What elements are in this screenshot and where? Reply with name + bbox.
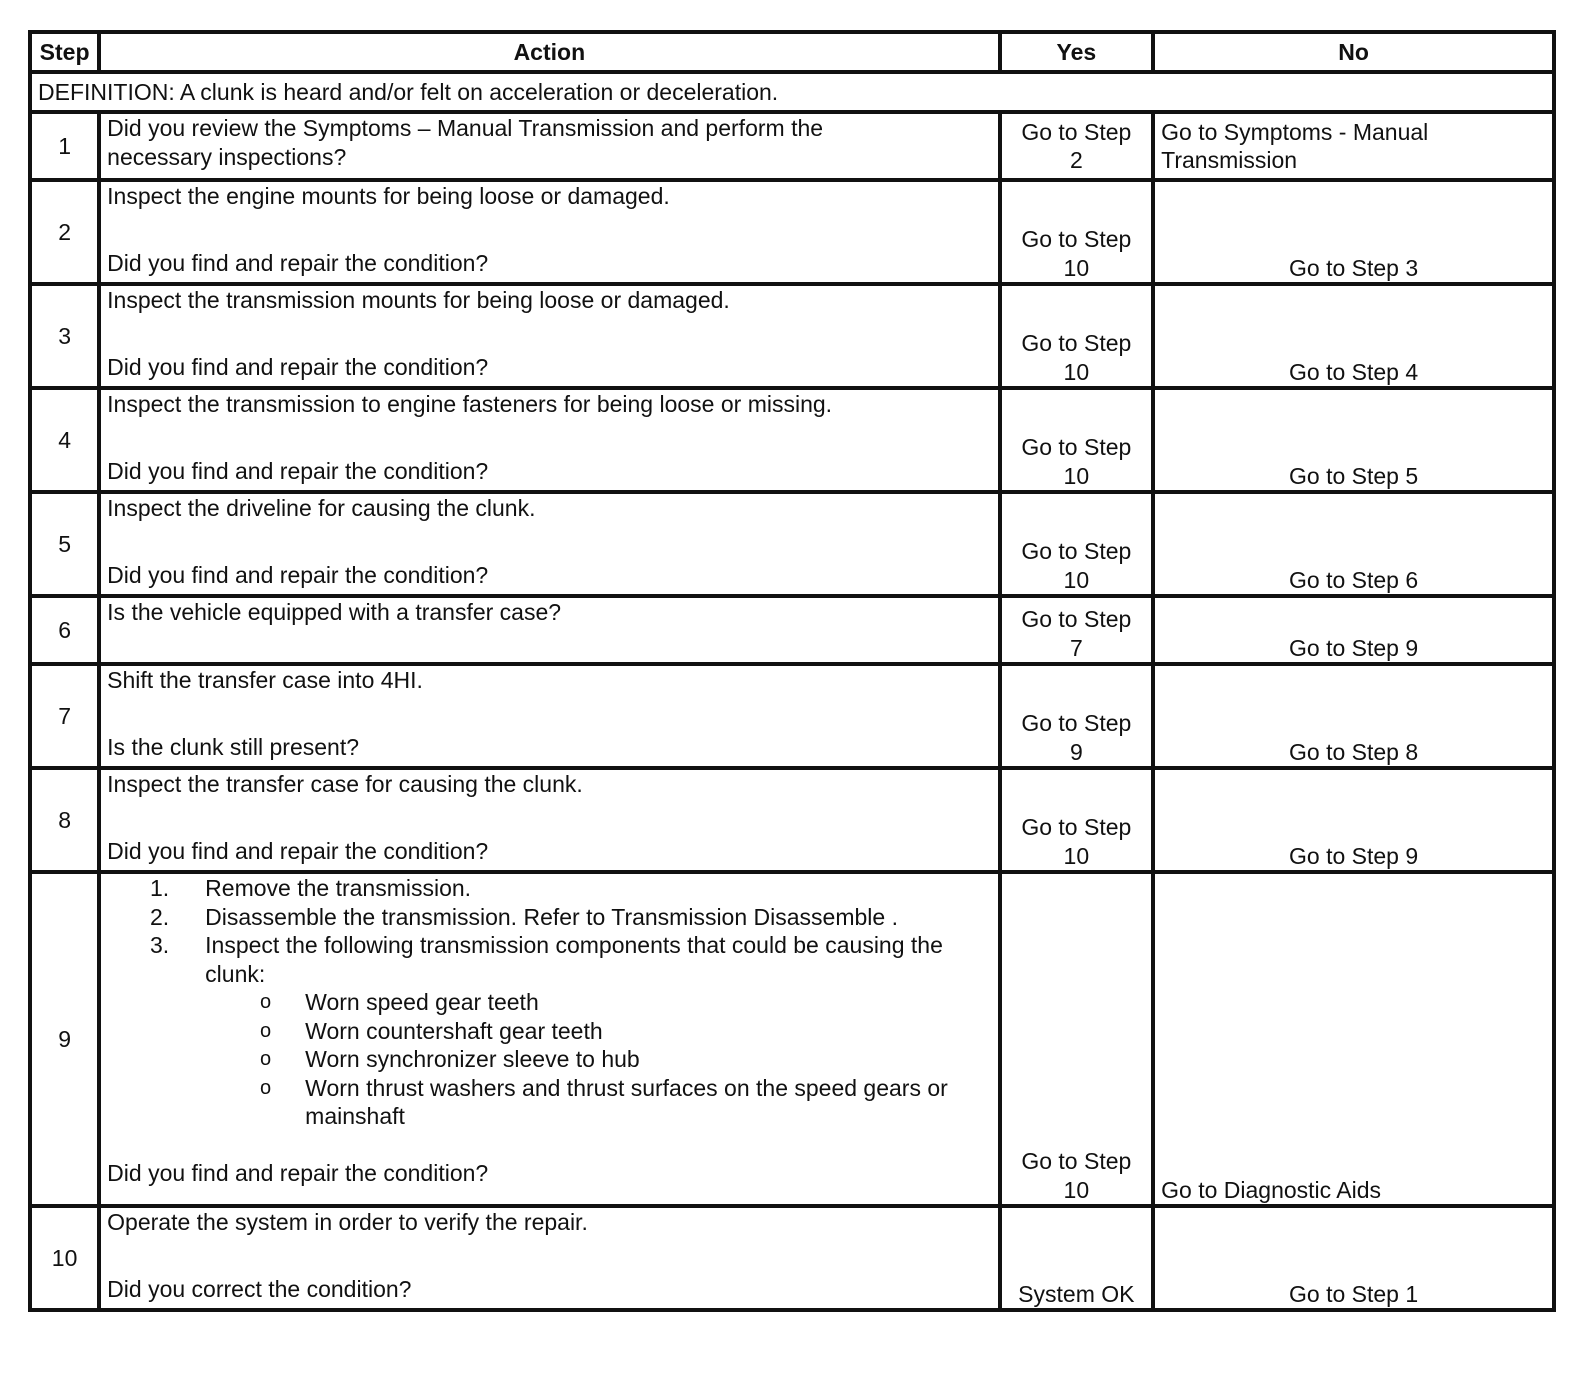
- yes-link-step[interactable]: 2: [1069, 147, 1083, 173]
- yes-link-step[interactable]: 9: [1069, 738, 1083, 765]
- component-list: [107, 988, 991, 1131]
- component-text: Worn thrust washers and thrust surfaces on the speed gears or mainshaft: [305, 1074, 948, 1129]
- definition-text: DEFINITION: A clunk is heard and/or felt on acceleration or deceleration.: [30, 72, 1554, 112]
- component-text: Worn synchronizer sleeve to hub: [305, 1046, 640, 1072]
- yes-link-step[interactable]: 10: [1063, 1176, 1090, 1203]
- action-cell: [99, 768, 999, 872]
- list-item: [107, 1074, 991, 1131]
- yes-link[interactable]: Go to Step: [1021, 1148, 1132, 1174]
- header-yes: Yes: [1000, 32, 1154, 72]
- action-text: Did you review the Symptoms – Manual Transmission and perform the: [107, 115, 824, 141]
- step-number: 9: [30, 872, 99, 1206]
- no-link[interactable]: Go to Step 6: [1153, 492, 1554, 596]
- yes-link[interactable]: Go to Step: [1021, 118, 1132, 145]
- procedure-text: Remove the transmission.: [205, 875, 472, 901]
- bullet-icon: o: [260, 1048, 272, 1070]
- procedure-list: [107, 874, 991, 988]
- no-link[interactable]: Go to Symptoms - Manual: [1161, 118, 1429, 145]
- step-number: 4: [30, 388, 99, 492]
- procedure-text: Inspect the following transmission components that could be causing the clunk:: [205, 932, 943, 987]
- table-row: [30, 112, 1554, 180]
- no-link-cont[interactable]: Transmission: [1161, 147, 1298, 173]
- action-cell: [99, 664, 999, 768]
- table-row: [30, 768, 1554, 872]
- action-text: Inspect the transmission to engine fasteners for being loose or missing.: [107, 391, 833, 417]
- yes-link-step[interactable]: 10: [1063, 566, 1090, 593]
- component-text: Worn countershaft gear teeth: [305, 1017, 603, 1044]
- no-link[interactable]: Go to Step 8: [1153, 664, 1554, 768]
- no-link[interactable]: Go to Step 4: [1153, 284, 1554, 388]
- yes-link-step[interactable]: 10: [1063, 358, 1090, 385]
- action-text: Inspect the transfer case for causing the clunk.: [107, 771, 583, 797]
- header-step: Step: [30, 32, 99, 72]
- yes-link[interactable]: Go to Step: [1021, 226, 1132, 252]
- bullet-icon: o: [260, 1019, 272, 1042]
- yes-cell: [1000, 112, 1154, 180]
- step-number: 7: [30, 664, 99, 768]
- step-number: 10: [30, 1206, 99, 1310]
- yes-link[interactable]: Go to Step: [1021, 330, 1132, 356]
- question-text: Did you find and repair the condition?: [107, 1159, 489, 1186]
- table-row: [30, 872, 1554, 1206]
- yes-cell: [1000, 596, 1154, 664]
- yes-cell: [1000, 872, 1154, 1206]
- yes-link[interactable]: Go to Step: [1021, 538, 1132, 564]
- action-cell: [99, 180, 999, 284]
- component-text: Worn speed gear teeth: [305, 989, 539, 1015]
- yes-result: System OK: [1000, 1206, 1154, 1310]
- header-no: No: [1153, 32, 1554, 72]
- yes-cell: [1000, 284, 1154, 388]
- action-text: Is the vehicle equipped with a transfer case?: [99, 596, 999, 664]
- yes-cell: [1000, 388, 1154, 492]
- yes-link-step[interactable]: 10: [1063, 842, 1090, 869]
- step-number: 6: [30, 596, 99, 664]
- step-number: 2: [30, 180, 99, 284]
- question-text: Did you find and repair the condition?: [107, 837, 489, 864]
- yes-link[interactable]: Go to Step: [1021, 434, 1132, 460]
- header-action: Action: [99, 32, 999, 72]
- action-text: Operate the system in order to verify the repair.: [107, 1209, 588, 1235]
- procedure-step: [107, 931, 991, 988]
- procedure-number: 3.: [149, 932, 170, 958]
- step-number: 5: [30, 492, 99, 596]
- bullet-icon: o: [260, 991, 272, 1013]
- action-cell: [99, 872, 999, 1206]
- yes-link-step[interactable]: 10: [1063, 462, 1090, 489]
- table-row: [30, 180, 1554, 284]
- bullet-icon: o: [260, 1076, 272, 1099]
- question-text: Did you find and repair the condition?: [107, 249, 489, 276]
- yes-link[interactable]: Go to Step: [1021, 606, 1132, 632]
- yes-cell: [1000, 492, 1154, 596]
- question-text: Did you find and repair the condition?: [107, 353, 489, 380]
- procedure-step: [107, 874, 991, 903]
- action-cell: [99, 492, 999, 596]
- procedure-number: 2.: [149, 903, 170, 930]
- no-link[interactable]: Go to Step 3: [1153, 180, 1554, 284]
- action-text: necessary inspections?: [107, 143, 347, 170]
- action-cell: [99, 284, 999, 388]
- table-row: [30, 1206, 1554, 1310]
- no-link[interactable]: Go to Step 1: [1153, 1206, 1554, 1310]
- no-link[interactable]: Go to Step 5: [1153, 388, 1554, 492]
- step-number: 8: [30, 768, 99, 872]
- diagnostic-table: [28, 30, 1556, 1312]
- table-row: [30, 664, 1554, 768]
- action-cell: [99, 112, 999, 180]
- yes-link[interactable]: Go to Step: [1021, 814, 1132, 840]
- yes-cell: [1000, 180, 1154, 284]
- header-row: [30, 32, 1554, 72]
- action-text: Inspect the transmission mounts for being loose or damaged.: [107, 287, 730, 313]
- yes-link-step[interactable]: 7: [1069, 634, 1083, 661]
- yes-link-step[interactable]: 10: [1063, 254, 1090, 281]
- question-text: Did you find and repair the condition?: [107, 561, 489, 588]
- question-text: Did you find and repair the condition?: [107, 457, 489, 484]
- step-number: 3: [30, 284, 99, 388]
- no-link[interactable]: Go to Diagnostic Aids: [1153, 872, 1554, 1206]
- no-link[interactable]: Go to Step 9: [1153, 596, 1554, 664]
- action-text: Shift the transfer case into 4HI.: [107, 667, 423, 693]
- table-row: [30, 284, 1554, 388]
- action-text: Inspect the engine mounts for being loose or damaged.: [107, 183, 670, 209]
- procedure-number: 1.: [149, 875, 170, 901]
- table-row: [30, 492, 1554, 596]
- table-row: [30, 388, 1554, 492]
- no-link[interactable]: Go to Step 9: [1153, 768, 1554, 872]
- list-item: [107, 988, 991, 1017]
- list-item: [107, 1017, 991, 1046]
- step-number: 1: [30, 112, 99, 180]
- procedure-step: [107, 903, 991, 932]
- action-cell: [99, 388, 999, 492]
- no-cell: [1153, 112, 1554, 180]
- question-text: Is the clunk still present?: [107, 733, 360, 760]
- question-text: Did you correct the condition?: [107, 1275, 412, 1302]
- action-cell: [99, 1206, 999, 1310]
- yes-cell: [1000, 768, 1154, 872]
- table-row: [30, 596, 1554, 664]
- action-text: Inspect the driveline for causing the clunk.: [107, 495, 536, 521]
- yes-link[interactable]: Go to Step: [1021, 710, 1132, 736]
- definition-row: [30, 72, 1554, 112]
- procedure-text[interactable]: Disassemble the transmission. Refer to Transmission Disassemble .: [205, 903, 898, 930]
- yes-cell: [1000, 664, 1154, 768]
- list-item: [107, 1045, 991, 1074]
